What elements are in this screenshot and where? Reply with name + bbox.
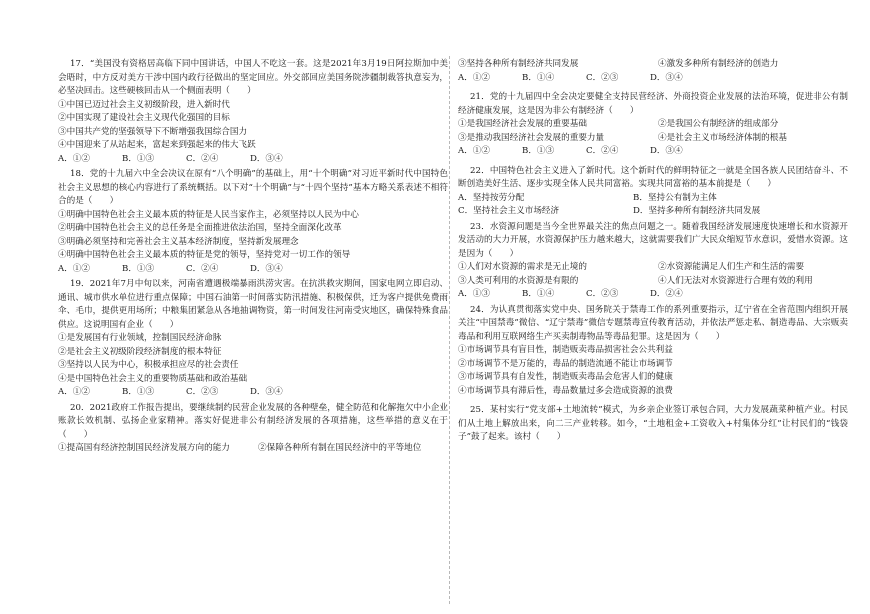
question-19-item-1: ①是发展国有行业领域，控制国民经济命脉 bbox=[58, 333, 222, 343]
question-23-options bbox=[458, 288, 848, 302]
question-18-item-4: ④明确中国特色社会主义最本质的特征是党的领导，坚持党对一切工作的领导 bbox=[58, 250, 351, 260]
question-19-item-3: ③坚持以人民为中心，积极承担应尽的社会责任 bbox=[58, 360, 239, 370]
option-c: C．②④ bbox=[186, 153, 219, 164]
question-23-item-3: ③人类可利用的水资源是有限的 bbox=[458, 275, 579, 286]
question-18-item-2: ②明确中国特色社会主义的总任务是全面推进依法治国，坚持全面深化改革 bbox=[58, 223, 342, 233]
question-23-items-row-1 bbox=[458, 261, 848, 275]
question-17 bbox=[58, 58, 448, 166]
question-23-item-2: ②水资源能满足人们生产和生活的需要 bbox=[658, 262, 805, 272]
question-23 bbox=[458, 221, 848, 302]
question-17-item-4: ④中国迎来了从站起来，富起来到强起来的伟大飞跃 bbox=[58, 140, 256, 150]
question-24-item-2: ②市场调节不是万能的，毒品的制造流通不能让市场调节 bbox=[458, 358, 673, 369]
option-c: C．坚持社会主义市场经济 bbox=[458, 206, 560, 216]
question-19-options bbox=[58, 386, 448, 400]
question-25 bbox=[458, 404, 848, 445]
question-17-item-1: ①中国已迈过社会主义初级阶段，进入新时代 bbox=[58, 99, 230, 110]
option-b: B．①③ bbox=[122, 153, 155, 164]
question-18-stem: 18．党的十九届六中全会决议在原有“八个明确”的基础上，用“十个明确”对习近平新时代中国特色社会主义思想的核心内容进行了系统概括。以下对“十个明确”与“十四个坚持”基本方略关系表述不相符合的是（ ） bbox=[58, 169, 448, 206]
question-18 bbox=[58, 168, 448, 276]
question-21-item-1: ①是我国经济社会发展的重要基础 bbox=[458, 119, 587, 129]
question-21-item-2: ②是我国公有制经济的组成部分 bbox=[658, 119, 779, 129]
column-divider bbox=[449, 56, 450, 604]
option-d: D．③④ bbox=[250, 153, 283, 164]
question-22-options-row-2 bbox=[458, 205, 848, 219]
option-b: B．①③ bbox=[522, 146, 555, 156]
question-20 bbox=[58, 402, 448, 456]
question-23-item-4: ④人们无法对水资源进行合理有效的利用 bbox=[658, 275, 813, 286]
option-d: D．③④ bbox=[650, 72, 683, 83]
question-21 bbox=[458, 91, 848, 159]
question-21-stem: 21．党的十九届四中全会决定要健全支持民营经济、外商投资企业发展的法治环境，促进非公有制经济健康发展，这是因为非公有制经济（ ） bbox=[458, 92, 848, 116]
option-d: D．②④ bbox=[650, 289, 683, 299]
option-a: A．①② bbox=[58, 153, 90, 164]
question-20-items-row bbox=[58, 442, 448, 456]
question-22-options-row-1 bbox=[458, 192, 848, 206]
question-19-item-4: ④是中国特色社会主义的重要物质基础和政治基础 bbox=[58, 373, 248, 384]
question-25-stem: 25．某村实行“党支部+土地流转”模式，为乡亲企业签订承包合同，大力发展蔬菜种植产业。村民们从土地上解放出来，向二三产业转移。如今，“土地租金+工资收入+村集体分红”让村民们的“钱袋子”鼓了起来。该村（ ） bbox=[458, 405, 848, 442]
question-20-item-1: ①提高国有经济控制国民经济发展方向的能力 bbox=[58, 443, 230, 453]
question-23-item-1: ①人们对水资源的需求是无止境的 bbox=[458, 262, 587, 272]
question-17-stem: 17．“美国没有资格居高临下同中国讲话，中国人不吃这一套。这是2021年3月19日阿拉斯加中美会晤时，中方反对美方干涉中国内政行径做出的坚定回应。外交部回应美国务院涉疆制裁答执意妄为，必坚决回击。这些硬核回击从一个侧面表明（ ） bbox=[58, 59, 448, 96]
option-a: A．①② bbox=[458, 72, 490, 83]
question-23-items-row-2 bbox=[458, 275, 848, 289]
option-a: A．坚持按劳分配 bbox=[458, 192, 525, 203]
question-24-stem: 24．为认真贯彻落实党中央、国务院关于禁毒工作的系列重要指示，辽宁省在全省范围内组织开展关注“中国禁毒”微信、“辽宁禁毒”微信专题禁毒宣传教育活动，并依法严惩走私、制造毒品、大宗贩卖毒品和利用互联网络生产买卖制毒物品等毒品犯罪。这是因为（ ） bbox=[458, 304, 848, 342]
option-b: B．①④ bbox=[522, 289, 555, 299]
question-21-items-row-2 bbox=[458, 132, 848, 146]
question-24-item-3: ③市场调节具有自发性，制造贩卖毒品会危害人们的健康 bbox=[458, 372, 673, 382]
option-d: D．③④ bbox=[650, 146, 683, 156]
question-21-item-4: ④是社会主义市场经济体制的根基 bbox=[658, 132, 787, 143]
question-18-item-1: ①明确中国特色社会主义最本质的特征是人民当家作主，必须坚持以人民为中心 bbox=[58, 209, 359, 220]
option-a: A．①③ bbox=[458, 289, 490, 299]
option-b: B．①④ bbox=[522, 72, 555, 83]
option-d: D．坚持多种所有制经济共同发展 bbox=[633, 206, 761, 216]
question-19 bbox=[58, 278, 448, 400]
option-c: C．②④ bbox=[586, 146, 619, 156]
question-23-stem: 23．水资源问题是当今全世界最关注的焦点问题之一。随着我国经济发展速度快速增长和水资源开发活动的大力开展，水资源保护压力越来越大，这就需要我们广大民众缩短节水意识，爱惜水资源。这是因为（ ） bbox=[458, 221, 848, 259]
question-21-items-row-1 bbox=[458, 118, 848, 132]
question-20-options bbox=[458, 72, 848, 86]
question-17-item-3: ③中国共产党的坚强领导下不断增强我国综合国力 bbox=[58, 126, 248, 137]
question-21-options bbox=[458, 145, 848, 159]
question-24-item-1: ①市场调节具有盲目性，制造贩卖毒品损害社会公共利益 bbox=[458, 345, 673, 355]
question-20-item-2: ②保障各种所有制在国民经济中的平等地位 bbox=[258, 443, 422, 453]
question-17-item-2: ②中国实现了建设社会主义现代化强国的目标 bbox=[58, 113, 230, 123]
option-c: C．②③ bbox=[586, 72, 619, 83]
question-21-item-3: ③是推动我国经济社会发展的重要力量 bbox=[458, 132, 605, 143]
option-c: C．②③ bbox=[186, 387, 219, 397]
option-c: C．②③ bbox=[586, 289, 619, 299]
question-24-item-4: ④市场调节具有滞后性，毒品数量过多会造成资源的浪费 bbox=[458, 385, 673, 396]
question-20-items-row-2 bbox=[458, 58, 848, 72]
question-20-continued bbox=[458, 58, 848, 85]
option-b: B．①③ bbox=[122, 263, 155, 274]
option-c: C．②④ bbox=[186, 263, 219, 274]
question-18-item-3: ③明确必须坚持和完善社会主义基本经济制度，坚持新发展理念 bbox=[58, 236, 299, 247]
question-22 bbox=[458, 165, 848, 219]
option-d: D．③④ bbox=[250, 263, 283, 274]
question-20-stem: 20．2021政府工作报告提出，要继续制约民营企业发展的各种壁垒，健全防范和化解拖欠中小企业账款长效机制、弘扬企业家精神。落实好促进非公有制经济发展的各项措施，这些举措的意义在于（ ） bbox=[58, 402, 448, 440]
left-column bbox=[58, 58, 448, 458]
option-a: A．①② bbox=[458, 146, 490, 156]
question-19-stem: 19．2021年7月中旬以来，河南省遭遇极端暴雨洪涝灾害。在抗洪救灾期间，国家电网立即启动、通讯、城市供水单位进行重点保障；中国石油第一时间落实防汛措施、积极保供，迁为客户提供免费雨伞、毛巾，提供更用场所；中粮集团紧急从各地抽调物资，第一时间发往河南受灾地区，确保特殊食品供应。这说明国有企业（ ） bbox=[58, 279, 448, 330]
question-24 bbox=[458, 304, 848, 399]
question-20-item-4: ④激发多种所有制经济的创造力 bbox=[658, 59, 779, 69]
question-18-options bbox=[58, 263, 448, 277]
option-d: D．③④ bbox=[250, 387, 283, 397]
option-a: A．①② bbox=[58, 263, 90, 274]
option-b: B．坚持公有制为主体 bbox=[633, 192, 717, 203]
option-b: B．①③ bbox=[122, 387, 155, 397]
question-20-item-3: ③坚持各种所有制经济共同发展 bbox=[458, 59, 579, 69]
option-a: A．①② bbox=[58, 387, 90, 397]
question-17-options bbox=[58, 153, 448, 167]
question-22-stem: 22．中国特色社会主义进入了新时代。这个新时代的鲜明特征之一就是全国各族人民团结奋斗、不断创造美好生活、逐步实现全体人民共同富裕。实现共同富裕的基本前提是（ ） bbox=[458, 165, 848, 189]
question-19-item-2: ②是社会主义初级阶段经济制度的根本特征 bbox=[58, 346, 222, 357]
right-column bbox=[458, 58, 848, 447]
